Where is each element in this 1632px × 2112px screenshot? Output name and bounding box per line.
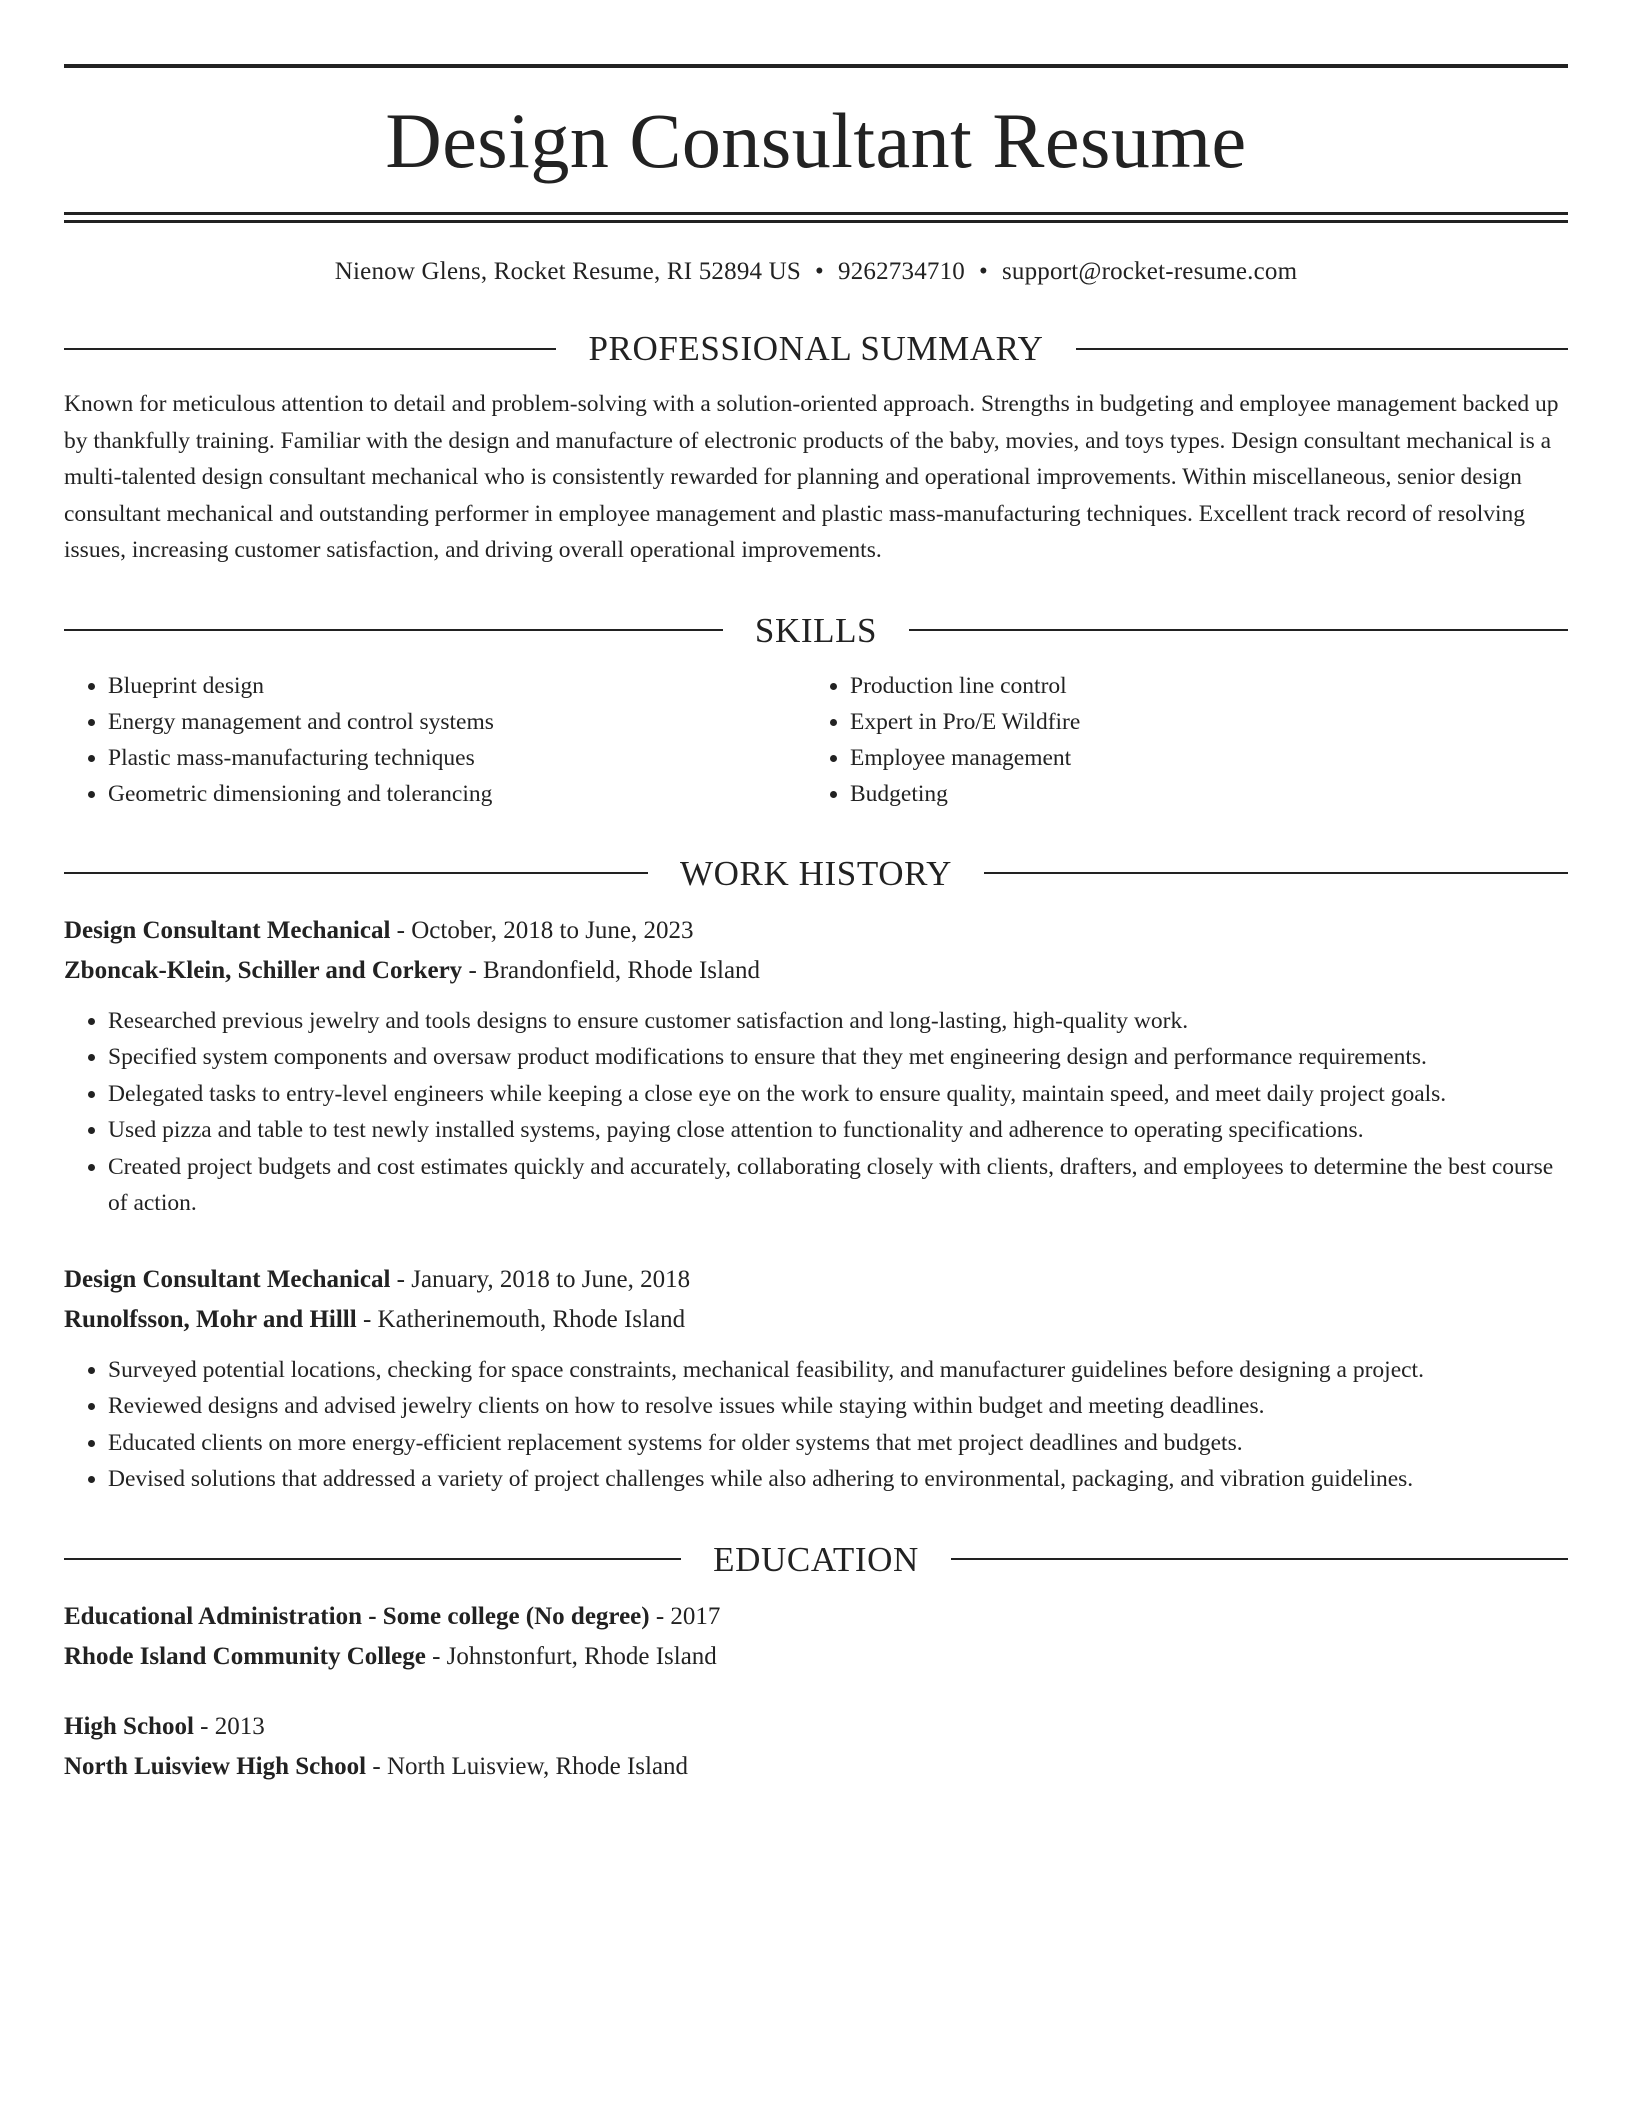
education-school-line [64, 1747, 1568, 1787]
contact-email: support@rocket-resume.com [1001, 258, 1298, 285]
job-bullet: • Created project budgets and cost estimates quickly and accurately, collaborating closely with clients, drafters, and employees to determine the best course of action. [108, 1149, 1568, 1222]
section-title-work: WORK HISTORY [680, 853, 952, 893]
divider-line [909, 629, 1568, 631]
job-bullet: • Reviewed designs and advised jewelry clients on how to resolve issues while staying within budget and meeting deadlines. [108, 1388, 1568, 1425]
education-degree-line [64, 1707, 1568, 1747]
section-title-summary: PROFESSIONAL SUMMARY [588, 329, 1044, 368]
education-location: - Johnstonfurt, Rhode Island [425, 1642, 717, 1670]
job-company-line [64, 951, 1568, 991]
contact-line [64, 257, 1568, 287]
contact-separator: • [979, 258, 988, 285]
top-rule [64, 64, 1568, 68]
skills-list [64, 668, 1568, 812]
job-entry [64, 1260, 1568, 1498]
job-bullet: • Delegated tasks to entry-level engineers while keeping a close eye on the work to ensure quality, maintain speed, and meet daily project goals. [108, 1076, 1568, 1113]
job-location: - Brandonfield, Rhode Island [462, 956, 761, 984]
education-school-line [64, 1637, 1568, 1677]
education-degree: Educational Administration - Some college (No degree) [64, 1602, 650, 1630]
job-bullet: • Surveyed potential locations, checking for space constraints, mechanical feasibility, and manufacturer guidelines before designing a project. [108, 1352, 1568, 1389]
section-header-skills [64, 610, 1568, 650]
job-bullet: • Educated clients on more energy-efficient replacement systems for older systems that met project deadlines and budgets. [108, 1425, 1568, 1462]
skill-item: • Energy management and control systems [108, 704, 806, 740]
job-entry [64, 911, 1568, 1222]
section-header-summary [64, 331, 1568, 366]
job-bullets [64, 1003, 1568, 1222]
section-header-education [64, 1539, 1568, 1579]
divider-line [64, 348, 556, 350]
divider-line [64, 629, 723, 631]
section-title-education: EDUCATION [713, 1539, 919, 1579]
divider-line [984, 872, 1568, 874]
job-title-line [64, 1260, 1568, 1300]
skills-column-right [806, 668, 1548, 812]
skill-item: • Employee management [850, 740, 1548, 776]
resume-title: Design Consultant Resume [385, 97, 1247, 184]
education-entry [64, 1597, 1568, 1677]
divider-line [64, 872, 648, 874]
section-header-work [64, 853, 1568, 893]
education-degree-line [64, 1597, 1568, 1637]
section-title-skills: SKILLS [754, 610, 878, 650]
job-title-line [64, 911, 1568, 951]
education-degree: High School [64, 1712, 194, 1740]
resume-page [64, 64, 1568, 1787]
job-bullet: • Devised solutions that addressed a variety of project challenges while also adhering to environmental, packaging, and vibration guidelines. [108, 1461, 1568, 1498]
job-dates: - October, 2018 to June, 2023 [390, 916, 694, 944]
job-bullets [64, 1352, 1568, 1498]
job-bullet: • Used pizza and table to test newly installed systems, paying close attention to functionality and adherence to operating specifications. [108, 1112, 1568, 1149]
contact-separator: • [815, 258, 824, 285]
education-school: North Luisview High School [64, 1752, 367, 1780]
skill-item: • Budgeting [850, 776, 1548, 812]
contact-phone: 9262734710 [838, 258, 965, 285]
job-role: Design Consultant Mechanical [64, 1265, 391, 1293]
job-company: Runolfsson, Mohr and Hilll [64, 1305, 357, 1333]
education-entry [64, 1707, 1568, 1787]
job-company: Zboncak-Klein, Schiller and Corkery [64, 956, 463, 984]
skill-item: • Geometric dimensioning and tolerancing [108, 776, 806, 812]
double-rule [64, 212, 1568, 223]
skill-item: • Expert in Pro/E Wildfire [850, 704, 1548, 740]
skill-item: • Plastic mass-manufacturing techniques [108, 740, 806, 776]
skills-column-left [64, 668, 806, 812]
job-bullet: • Specified system components and oversaw product modifications to ensure that they met engineering design and performance requirements. [108, 1039, 1568, 1076]
job-dates: - January, 2018 to June, 2018 [390, 1265, 691, 1293]
education-location: - North Luisview, Rhode Island [366, 1752, 689, 1780]
divider-line [1076, 348, 1568, 350]
job-bullet: • Researched previous jewelry and tools designs to ensure customer satisfaction and long-lasting, high-quality work. [108, 1003, 1568, 1040]
job-role: Design Consultant Mechanical [64, 916, 391, 944]
skill-item: • Blueprint design [108, 668, 806, 704]
job-location: - Katherinemouth, Rhode Island [356, 1305, 686, 1333]
education-year: - 2013 [193, 1712, 265, 1740]
contact-address: Nienow Glens, Rocket Resume, RI 52894 US [334, 258, 802, 285]
education-year: - 2017 [649, 1602, 721, 1630]
education-school: Rhode Island Community College [64, 1642, 426, 1670]
job-company-line [64, 1300, 1568, 1340]
divider-line [64, 1558, 681, 1560]
divider-line [951, 1558, 1568, 1560]
summary-text: Known for meticulous attention to detail and problem-solving with a solution-oriented approach. Strengths in budgeting and employee management backed up by thankfully training. Familiar with the design and manufacture of electronic products of the baby, movies, and toys types. Design consultant mechanical is a multi-talented design consultant mechanical who is consistently rewarded for planning and operational improvements. Within miscellaneous, senior design consultant mechanical and outstanding performer in employee management and plastic mass-manufacturing techniques. Excellent track record of resolving issues, increasing customer satisfaction, and driving overall operational improvements. [64, 391, 1559, 563]
skill-item: • Production line control [850, 668, 1548, 704]
